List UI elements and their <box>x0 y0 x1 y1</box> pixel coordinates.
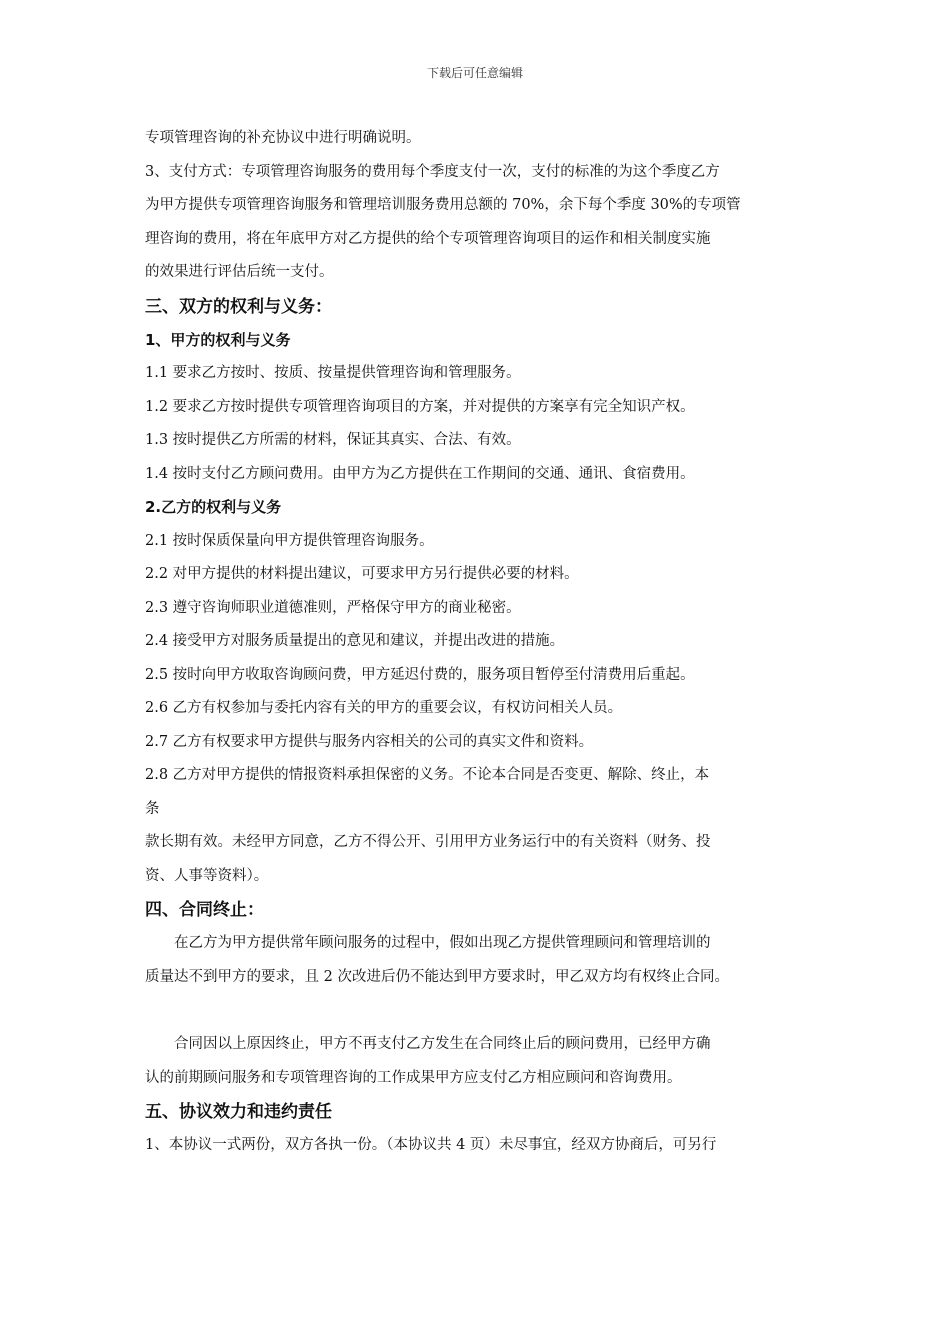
section-heading: 三、双方的权利与义务： <box>145 296 332 317</box>
paragraph-line: 为甲方提供专项管理咨询服务和管理培训服务费用总额的 70%，余下每个季度 30%的专项管 <box>145 197 741 213</box>
page-header: 下载后可任意编辑 <box>426 66 523 80</box>
paragraph-line: 1、本协议一式两份，双方各执一份。（本协议共 4 页）未尽事宜，经双方协商后，可另行 <box>145 1137 717 1153</box>
paragraph-line: 2.8 乙方对甲方提供的情报资料承担保密的义务。不论本合同是否变更、解除、终止，本 <box>145 767 710 783</box>
document-body <box>145 122 825 1163</box>
section-heading: 四、合同终止： <box>145 900 264 920</box>
paragraph-line: 在乙方为甲方提供常年顾问服务的过程中，假如出现乙方提供管理顾问和管理培训的 <box>174 935 711 951</box>
paragraph-line: 2.6 乙方有权参加与委托内容有关的甲方的重要会议，有权访问相关人员。 <box>145 700 623 716</box>
paragraph-line: 3、支付方式：专项管理咨询服务的费用每个季度支付一次，支付的标准的为这个季度乙方 <box>145 163 720 180</box>
paragraph-line: 认的前期顾问服务和专项管理咨询的工作成果甲方应支付乙方相应顾问和咨询费用。 <box>145 1069 682 1086</box>
subsection-heading: 2.乙方的权利与义务 <box>145 498 282 516</box>
paragraph-line: 的效果进行评估后统一支付。 <box>145 264 334 280</box>
paragraph-line: 合同因以上原因终止，甲方不再支付乙方发生在合同终止后的顾问费用，已经甲方确 <box>174 1036 711 1052</box>
paragraph-line: 2.4 接受甲方对服务质量提出的意见和建议，并提出改进的措施。 <box>145 633 565 649</box>
paragraph-line: 2.3 遵守咨询师职业道德准则，严格保守甲方的商业秘密。 <box>145 599 521 616</box>
paragraph-line: 款长期有效。未经甲方同意，乙方不得公开、引用甲方业务运行中的有关资料（财务、投 <box>145 834 711 850</box>
paragraph-spacer <box>145 994 825 1028</box>
paragraph-line: 1.2 要求乙方按时提供专项管理咨询项目的方案，并对提供的方案享有完全知识产权。 <box>145 398 695 415</box>
paragraph-line: 质量达不到甲方的要求，且 2 次改进后仍不能达到甲方要求时，甲乙双方均有权终止合同。 <box>145 968 729 985</box>
paragraph-line: 1.1 要求乙方按时、按质、按量提供管理咨询和管理服务。 <box>145 365 521 381</box>
paragraph-line: 1.3 按时提供乙方所需的材料，保证其真实、合法、有效。 <box>145 432 521 448</box>
subsection-heading: 1、甲方的权利与义务 <box>145 330 291 349</box>
paragraph-line: 条 <box>145 800 160 817</box>
paragraph-line: 专项管理咨询的补充协议中进行明确说明。 <box>145 130 421 146</box>
paragraph-line: 2.5 按时向甲方收取咨询顾问费，甲方延迟付费的，服务项目暂停至付清费用后重起。 <box>145 666 695 683</box>
section-heading: 五、协议效力和违约责任 <box>145 1102 332 1122</box>
paragraph-line: 2.7 乙方有权要求甲方提供与服务内容相关的公司的真实文件和资料。 <box>145 733 594 750</box>
paragraph-line: 2.2 对甲方提供的材料提出建议，可要求甲方另行提供必要的材料。 <box>145 566 579 582</box>
paragraph-line: 理咨询的费用，将在年底甲方对乙方提供的给个专项管理咨询项目的运作和相关制度实施 <box>145 230 711 247</box>
paragraph-line: 1.4 按时支付乙方顾问费用。由甲方为乙方提供在工作期间的交通、通讯、食宿费用。 <box>145 465 695 482</box>
paragraph-line: 2.1 按时保质保量向甲方提供管理咨询服务。 <box>145 532 434 549</box>
paragraph-line: 资、人事等资料）。 <box>145 867 269 884</box>
